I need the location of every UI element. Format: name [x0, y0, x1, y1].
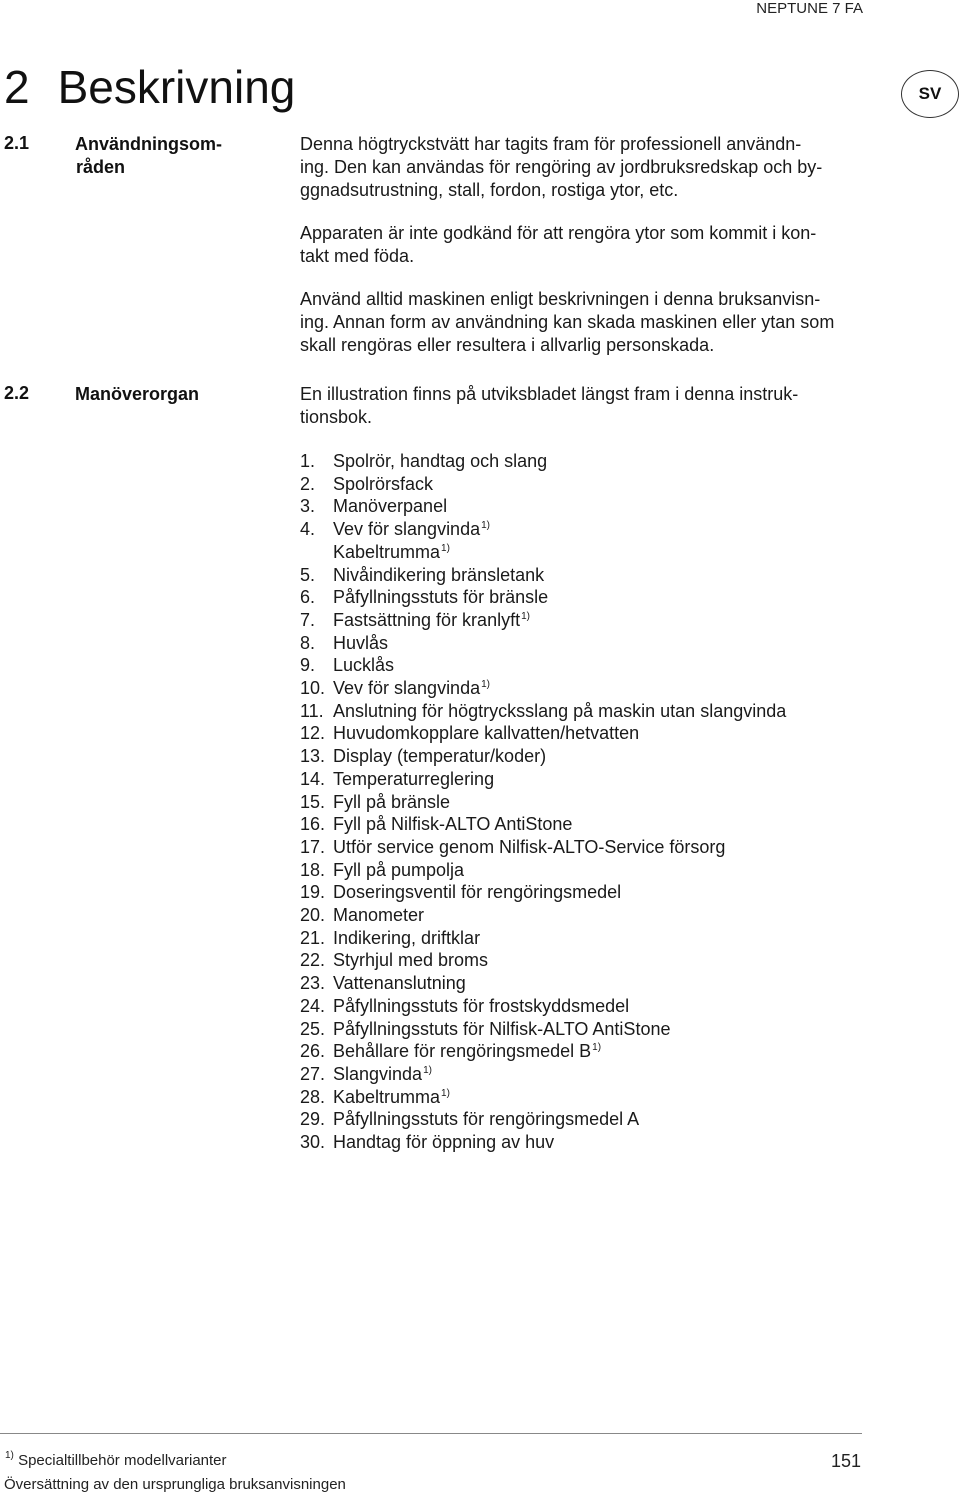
item-label: Påfyllningsstuts för frostskyddsmedel [333, 995, 630, 1016]
list-item [300, 1063, 786, 1086]
section-number: 2.1 [4, 133, 30, 153]
footnote-marker: 1) [481, 520, 490, 532]
chapter-title: Beskrivning [57, 61, 296, 113]
list-item [300, 586, 786, 609]
list-item [300, 904, 786, 927]
list-item [300, 927, 786, 950]
item-label: Huvudomkopplare kallvatten/hetvatten [333, 723, 640, 744]
item-number: 9. [300, 655, 316, 676]
item-number: 20. [300, 905, 326, 926]
item-number: 23. [300, 973, 326, 994]
item-label: Lucklås [333, 655, 395, 676]
item-number: 24. [300, 995, 326, 1016]
list-item [300, 1040, 786, 1063]
list-item [300, 518, 786, 541]
item-label: Fastsättning för kranlyft [333, 609, 521, 630]
list-item [300, 1131, 786, 1154]
item-number: 6. [300, 587, 316, 608]
list-item [300, 495, 786, 518]
section-title [75, 133, 222, 179]
footer-subtitle: Översättning av den ursprungliga bruksanvisningen [4, 1476, 346, 1493]
item-label: Temperaturreglering [333, 768, 495, 789]
list-item [300, 473, 786, 496]
item-number: 27. [300, 1063, 326, 1084]
document-code: NEPTUNE 7 FA [756, 0, 863, 17]
text-line: Denna högtryckstvätt har tagits fram för professionell användn- [300, 134, 802, 154]
item-label: Slangvinda [333, 1063, 423, 1084]
item-number: 7. [300, 609, 316, 630]
item-label: Spolrör, handtag och slang [333, 451, 548, 471]
item-label: Styrhjul med broms [333, 950, 489, 971]
item-number: 12. [300, 723, 326, 744]
page-number: 151 [830, 1451, 861, 1471]
item-number: 30. [300, 1132, 326, 1153]
section-intro [300, 383, 870, 429]
list-item [300, 745, 786, 768]
paragraph [300, 288, 870, 357]
paragraph [300, 222, 870, 268]
section-title: Manöverorgan [75, 384, 200, 404]
list-item [300, 1108, 786, 1131]
item-label: Kabeltrumma [333, 541, 441, 562]
text-line: ing. Annan form av användning kan skada maskinen eller ytan som [300, 312, 835, 332]
section-number: 2.2 [4, 383, 30, 403]
item-label: Fyll på Nilfisk-ALTO AntiStone [333, 814, 573, 835]
item-label: Påfyllningsstuts för rengöringsmedel A [333, 1109, 640, 1130]
item-label: Fyll på bränsle [333, 791, 451, 812]
footnote-text: Specialtillbehör modellvarianter [18, 1452, 227, 1469]
item-number: 5. [300, 564, 316, 585]
list-item [300, 450, 786, 473]
list-item [300, 654, 786, 677]
item-number: 19. [300, 882, 326, 903]
item-label: Spolrörsfack [333, 473, 434, 494]
item-number: 17. [300, 836, 326, 857]
item-label: Doseringsventil för rengöringsmedel [333, 882, 622, 903]
item-label: Påfyllningsstuts för Nilfisk-ALTO AntiStone [333, 1018, 671, 1039]
footnote [4, 1452, 227, 1469]
list-item [300, 609, 786, 632]
item-label: Handtag för öppning av huv [333, 1132, 555, 1153]
list-item [300, 995, 786, 1018]
text-line: takt med föda. [300, 246, 415, 266]
footnote-marker: 1) [592, 1042, 602, 1054]
item-label: Kabeltrumma [333, 1086, 441, 1107]
item-label: Behållare för rengöringsmedel B [333, 1041, 592, 1062]
item-number: 8. [300, 632, 316, 653]
text-line: ing. Den kan användas för rengöring av jordbruksredskap och by- [300, 157, 823, 177]
list-item [300, 972, 786, 995]
item-number: 14. [300, 768, 326, 789]
item-label: Indikering, driftklar [333, 927, 481, 948]
item-number: 22. [300, 950, 326, 971]
item-number: 15. [300, 791, 326, 812]
list-item [300, 700, 786, 723]
item-number: 25. [300, 1018, 326, 1039]
list-item [300, 632, 786, 655]
list-item [300, 677, 786, 700]
item-label: Vev för slangvinda [333, 678, 481, 699]
item-label: Anslutning för högtrycksslang på maskin utan slangvinda [333, 700, 787, 721]
chapter-number: 2 [4, 61, 30, 113]
list-item [300, 791, 786, 814]
list-item [300, 836, 786, 859]
item-number: 29. [300, 1109, 326, 1130]
item-number: 18. [300, 859, 326, 880]
list-item [300, 813, 786, 836]
item-label: Manöverpanel [333, 496, 448, 517]
list-item [300, 768, 786, 791]
item-number: 21. [300, 927, 326, 948]
item-label: Manometer [333, 905, 425, 926]
language-badge: SV [901, 70, 959, 118]
item-label: Fyll på pumpolja [333, 859, 465, 880]
parts-list [300, 450, 786, 1154]
footnote-marker: 1) [441, 1087, 450, 1099]
footer-divider [0, 1433, 862, 1434]
item-label: Vev för slangvinda [333, 519, 481, 540]
list-item [300, 564, 786, 587]
item-label: Påfyllningsstuts för bränsle [333, 587, 549, 608]
list-item [300, 541, 786, 564]
chapter-heading [4, 60, 295, 114]
list-item [300, 1018, 786, 1041]
footnote-marker: 1) [423, 1064, 432, 1076]
footnote-marker: 1) [481, 679, 490, 691]
item-number: 11. [300, 700, 324, 721]
list-item [300, 1086, 786, 1109]
item-label: Display (temperatur/koder) [333, 746, 547, 767]
list-item [300, 722, 786, 745]
item-label: Vattenanslutning [333, 973, 466, 994]
text-line: tionsbok. [300, 407, 373, 427]
section-title-line: Användningsom- [75, 134, 222, 154]
section-title-line: råden [76, 157, 126, 177]
list-item [300, 859, 786, 882]
item-number: 13. [300, 746, 326, 767]
item-number: 1. [300, 451, 316, 471]
paragraph [300, 133, 870, 202]
item-number: 16. [300, 814, 326, 835]
list-item [300, 881, 786, 904]
text-line: Apparaten är inte godkänd för att rengöra ytor som kommit i kon- [300, 223, 817, 243]
item-number: 26. [300, 1041, 326, 1062]
item-label: Nivåindikering bränsletank [333, 564, 545, 585]
item-number: 10. [300, 678, 326, 699]
text-line: ggnadsutrustning, stall, fordon, rostiga ytor, etc. [300, 180, 679, 200]
item-number: 28. [300, 1086, 326, 1107]
text-line: Använd alltid maskinen enligt beskrivningen i denna bruksanvisn- [300, 289, 821, 309]
text-line: skall rengöras eller resultera i allvarlig personskada. [300, 335, 715, 355]
item-number: 3. [300, 496, 316, 517]
list-item [300, 949, 786, 972]
section-body [300, 133, 870, 377]
text-line: En illustration finns på utviksbladet längst fram i denna instruk- [300, 384, 799, 404]
footnote-marker: 1) [521, 610, 530, 622]
item-label: Huvlås [333, 632, 389, 653]
footnote-marker: 1) [441, 542, 450, 554]
item-number: 4. [300, 519, 316, 540]
item-number: 2. [300, 473, 316, 494]
footnote-marker: 1) [5, 1450, 14, 1461]
item-label: Utför service genom Nilfisk-ALTO-Service försorg [333, 836, 726, 857]
